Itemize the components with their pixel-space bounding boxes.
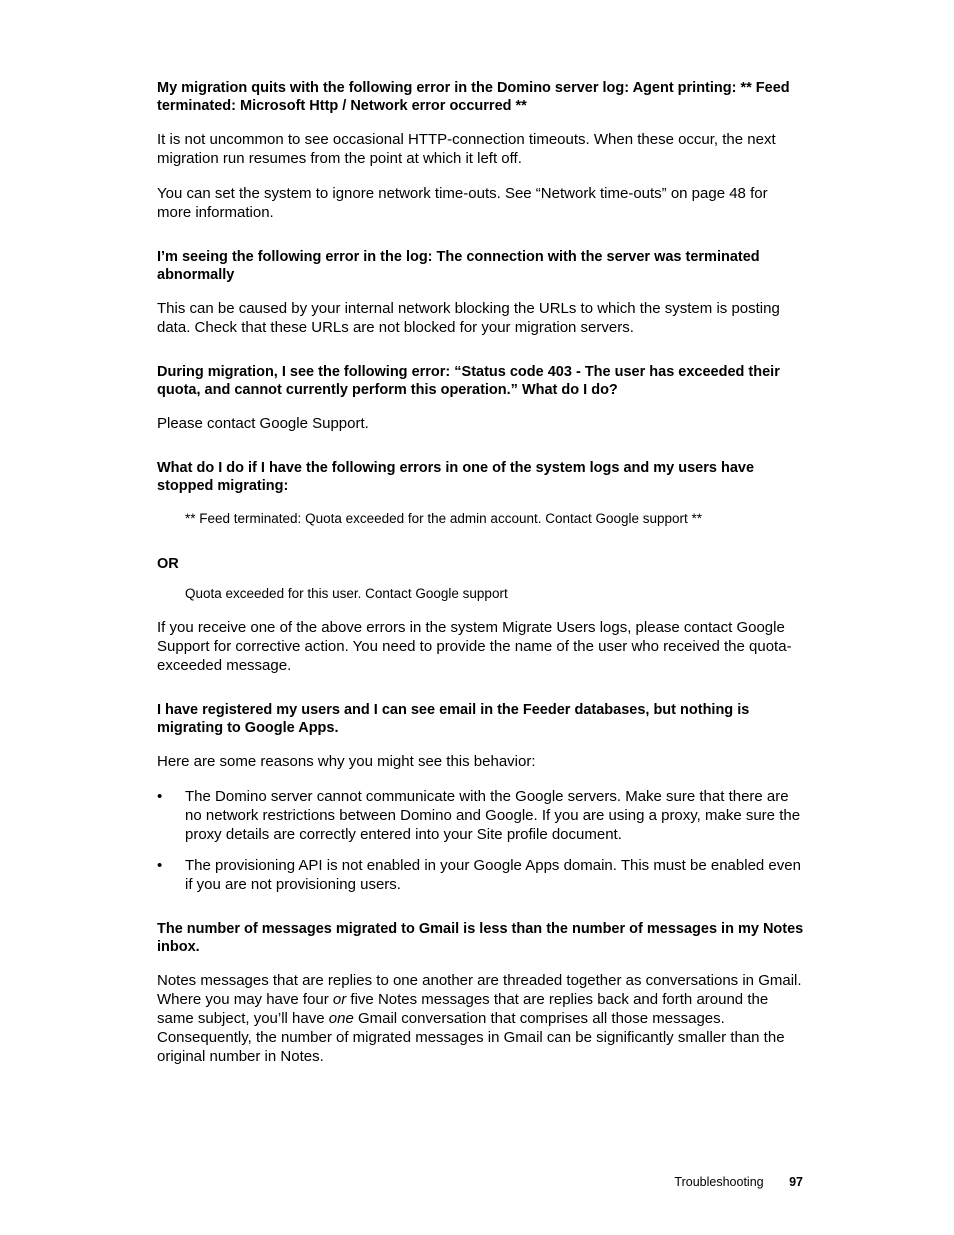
list-item-text: The Domino server cannot communicate with the Google servers. Make sure that there are no network restrictions between Domino and Google. If you are using a proxy, make sure the proxy details are correctly entered into your Site profile document. [185, 788, 801, 843]
answer-paragraph: This can be caused by your internal network blocking the URLs to which the system is posting data. Check that these URLs are not blocked for your migration servers. [157, 300, 780, 336]
error-message-code: Quota exceeded for this user. Contact Google support [185, 586, 508, 601]
bullet-icon: • [157, 857, 163, 874]
emphasis-text: or [332, 991, 347, 1008]
question-heading: What do I do if I have the following errors in one of the system logs and my users have stopped migrating: [157, 460, 755, 494]
list-item [157, 856, 805, 894]
page-content [157, 79, 805, 1082]
error-message-code: ** Feed terminated: Quota exceeded for the admin account. Contact Google support ** [185, 511, 703, 526]
text-run: five Notes messages that are replies back and forth around the same subject, you’ll have [157, 991, 769, 1027]
text-run: Notes messages that are replies to one another are threaded together as conversations in Gmail. Where you may have four [157, 972, 802, 1008]
text-run: Gmail conversation that comprises all those messages. Consequently, the number of migrated messages in Gmail can be significantly smaller than the original number in Notes. [157, 1010, 785, 1065]
or-label: OR [157, 556, 179, 572]
answer-paragraph: If you receive one of the above errors in the system Migrate Users logs, please contact Google Support for corrective action. You need to provide the name of the user who received the quota-exceeded message. [157, 619, 792, 674]
bullet-icon: • [157, 788, 163, 805]
answer-paragraph: Here are some reasons why you might see this behavior: [157, 753, 536, 770]
answer-paragraph: Please contact Google Support. [157, 415, 369, 432]
answer-paragraph: It is not uncommon to see occasional HTTP-connection timeouts. When these occur, the next migration run resumes from the point at which it left off. [157, 131, 776, 167]
answer-paragraph: You can set the system to ignore network time-outs. See “Network time-outs” on page 48 for more information. [157, 185, 768, 221]
question-heading: I have registered my users and I can see email in the Feeder databases, but nothing is migrating to Google Apps. [157, 702, 750, 736]
page-footer [674, 1174, 803, 1190]
answer-paragraph [157, 971, 805, 1066]
footer-section-title: Troubleshooting [674, 1175, 764, 1189]
question-heading: My migration quits with the following error in the Domino server log: Agent printing: ** Feed terminated: Microsoft Http / Network error occurred ** [157, 80, 790, 114]
list-item-text: The provisioning API is not enabled in your Google Apps domain. This must be enabled even if you are not provisioning users. [185, 857, 801, 893]
question-heading: The number of messages migrated to Gmail is less than the number of messages in my Notes inbox. [157, 921, 804, 955]
reasons-list [157, 787, 805, 894]
question-heading: I’m seeing the following error in the log: The connection with the server was terminated abnormally [157, 249, 760, 283]
page-number: 97 [789, 1175, 803, 1189]
question-heading: During migration, I see the following error: “Status code 403 - The user has exceeded their quota, and cannot currently perform this operation.” What do I do? [157, 364, 780, 398]
list-item [157, 787, 805, 844]
emphasis-text: one [328, 1010, 354, 1027]
